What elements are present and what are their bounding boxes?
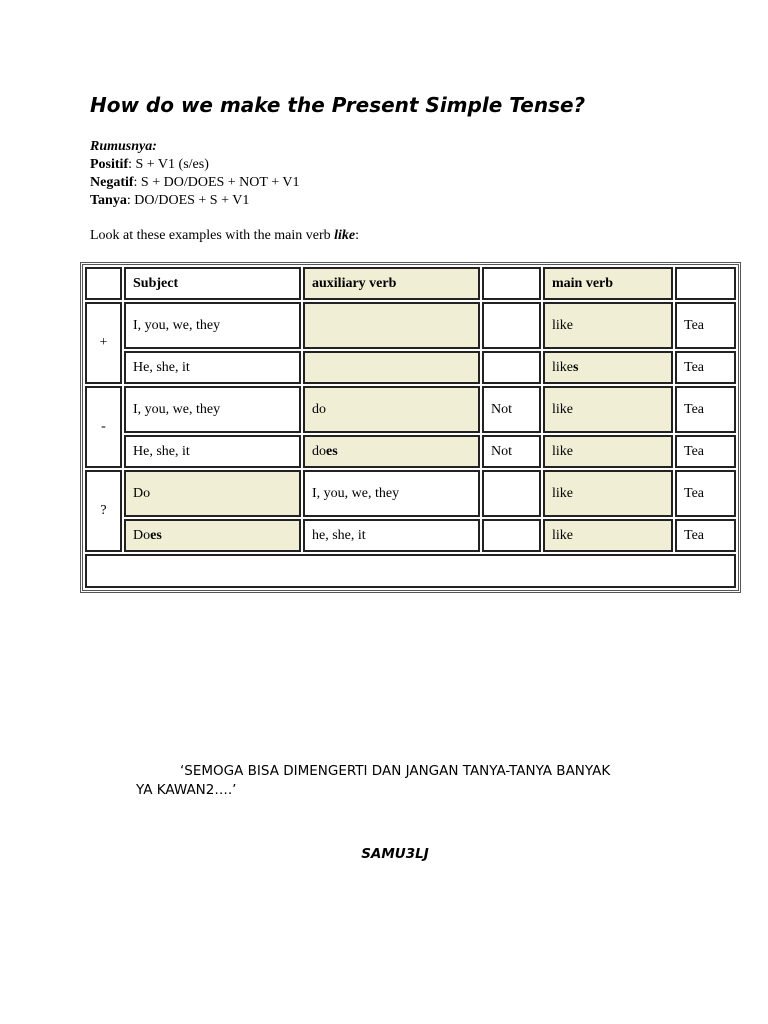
- table-row: [85, 470, 736, 517]
- not-cell: [482, 470, 541, 517]
- question-label: Tanya: [90, 193, 127, 208]
- formula-heading: Rumusnya:: [90, 139, 157, 154]
- auxiliary-suffix: es: [150, 527, 162, 543]
- table-row: [85, 435, 736, 468]
- subject-cell: I, you, we, they: [303, 470, 480, 517]
- main-verb-cell: like: [543, 470, 673, 517]
- positive-rule: : S + V1 (s/es): [128, 157, 209, 172]
- table-row: [85, 519, 736, 552]
- object-cell: Tea: [675, 519, 736, 552]
- negative-label: Negatif: [90, 175, 134, 190]
- positive-label: Positif: [90, 157, 129, 172]
- auxiliary-verb: Do: [133, 527, 151, 543]
- table-footer-row: [85, 554, 736, 588]
- closing-line-2: YA KAWAN2….’: [136, 782, 237, 798]
- author-signature: SAMU3LJ: [361, 846, 429, 862]
- header-cell: [675, 267, 736, 300]
- header-auxiliary-verb: auxiliary verb: [303, 267, 480, 300]
- auxiliary-cell: [303, 351, 480, 384]
- table-row: [85, 386, 736, 433]
- present-simple-table: [80, 262, 741, 593]
- empty-footer-cell: [85, 554, 736, 588]
- intro-text: [90, 228, 359, 244]
- main-verb-suffix: s: [573, 359, 579, 375]
- main-verb-cell: [543, 302, 673, 349]
- object-cell: Tea: [675, 302, 736, 349]
- auxiliary-cell: [124, 519, 301, 552]
- table-row: [85, 351, 736, 384]
- subject-cell: I, you, we, they: [124, 302, 301, 349]
- table-row: [85, 302, 736, 349]
- main-verb: like: [552, 359, 573, 375]
- page-title: How do we make the Present Simple Tense?: [90, 93, 586, 117]
- not-cell: [482, 351, 541, 384]
- negative-rule: : S + DO/DOES + NOT + V1: [133, 175, 300, 190]
- object-cell: Tea: [675, 386, 736, 433]
- object-cell: Tea: [675, 435, 736, 468]
- question-sign: ?: [85, 470, 122, 552]
- main-verb: like: [552, 317, 573, 333]
- auxiliary-suffix: es: [326, 443, 338, 459]
- object-cell: Tea: [675, 351, 736, 384]
- subject-cell: he, she, it: [303, 519, 480, 552]
- negative-sign: -: [85, 386, 122, 468]
- header-subject: Subject: [124, 267, 301, 300]
- auxiliary-cell: [303, 435, 480, 468]
- auxiliary-verb: Do: [133, 485, 151, 501]
- auxiliary-cell: [303, 386, 480, 433]
- not-cell: Not: [482, 386, 541, 433]
- main-verb-cell: [543, 351, 673, 384]
- header-main-verb: main verb: [543, 267, 673, 300]
- subject-cell: He, she, it: [124, 435, 301, 468]
- object-cell: Tea: [675, 470, 736, 517]
- closing-line-1: [136, 762, 696, 781]
- formula-negative: [90, 174, 299, 192]
- not-cell: [482, 302, 541, 349]
- main-verb-cell: like: [543, 386, 673, 433]
- intro-colon: :: [355, 228, 360, 243]
- question-rule: : DO/DOES + S + V1: [126, 193, 250, 208]
- auxiliary-cell: [303, 302, 480, 349]
- header-cell: [85, 267, 122, 300]
- main-verb-cell: like: [543, 435, 673, 468]
- auxiliary-cell: [124, 470, 301, 517]
- positive-sign: +: [85, 302, 122, 384]
- not-cell: [482, 519, 541, 552]
- subject-cell: I, you, we, they: [124, 386, 301, 433]
- closing-message: [136, 762, 696, 800]
- auxiliary-verb: do: [312, 443, 326, 459]
- formula-question: [90, 192, 299, 210]
- formula-positive: [90, 156, 299, 174]
- formula-block: [90, 138, 299, 210]
- header-cell: [482, 267, 541, 300]
- not-cell: Not: [482, 435, 541, 468]
- intro-verb: like: [334, 228, 356, 243]
- closing-text-1: ‘SEMOGA BISA DIMENGERTI DAN JANGAN TANYA-TANYA BANYAK: [180, 763, 611, 779]
- table-header-row: [85, 267, 736, 300]
- main-verb-cell: like: [543, 519, 673, 552]
- subject-cell: He, she, it: [124, 351, 301, 384]
- auxiliary-verb: do: [312, 401, 326, 417]
- intro-sentence: Look at these examples with the main verb: [90, 228, 335, 243]
